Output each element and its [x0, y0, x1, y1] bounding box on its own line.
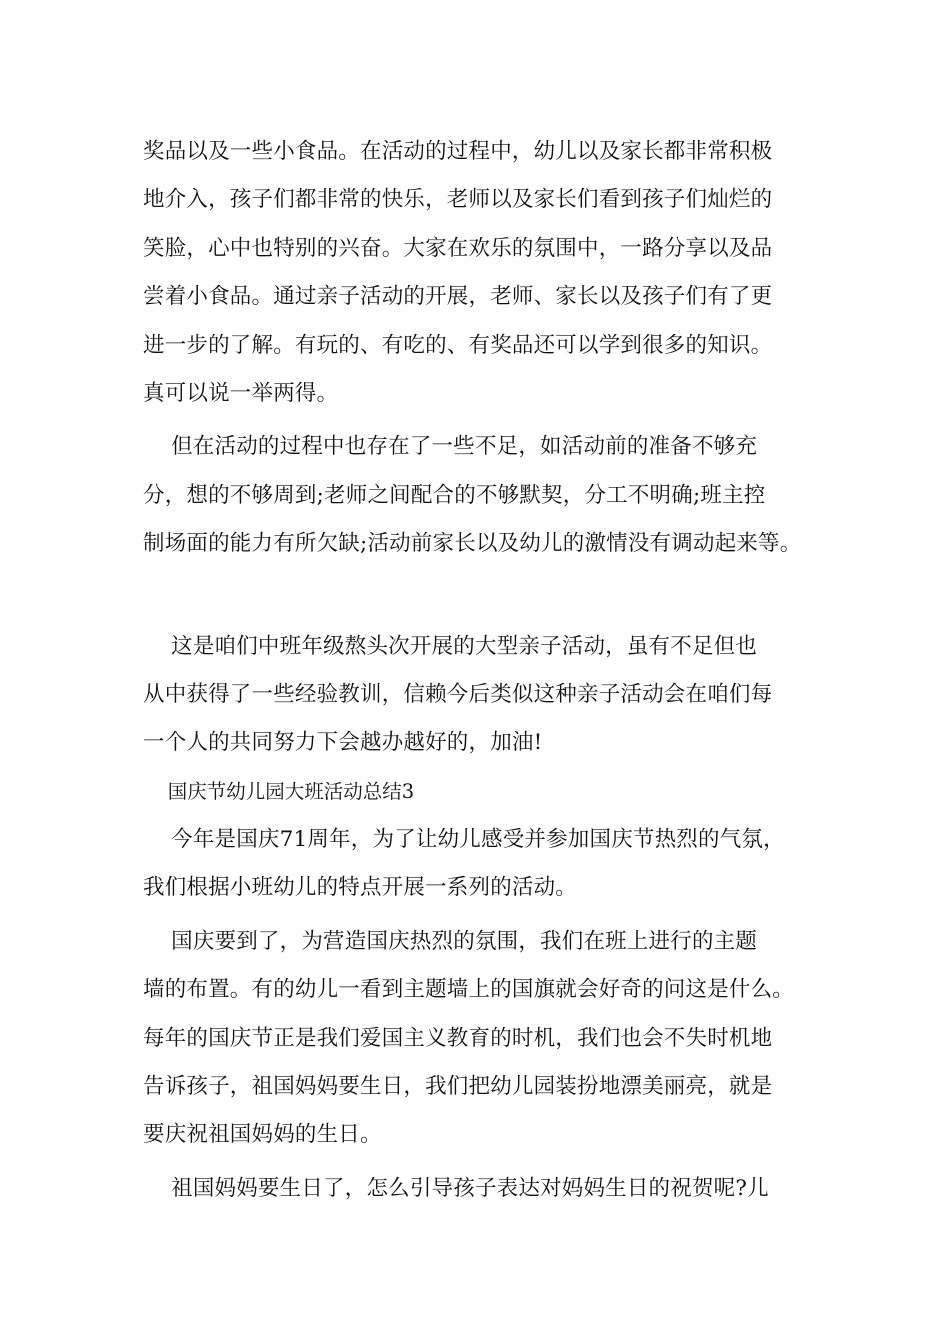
paragraph-5 [143, 918, 843, 1160]
text-line: 一个人的共同努力下会越办越好的，加油! [143, 730, 543, 756]
paragraph-4 [143, 816, 843, 913]
document-body [143, 128, 843, 1213]
text-line: 分，想的不够周到;老师之间配合的不够默契，分工不明确;班主控 [143, 482, 766, 508]
text-line: 墙的布置。有的幼儿一看到主题墙上的国旗就会好奇的问这是什么。 [143, 977, 795, 1003]
text-line: 地介入，孩子们都非常的快乐，老师以及家长们看到孩子们灿烂的 [143, 187, 773, 213]
text-line: 但在活动的过程中也存在了一些不足，如活动前的准备不够充 [143, 434, 758, 460]
text-line: 今年是国庆71周年，为了让幼儿感受并参加国庆节热烈的气氛， [143, 827, 785, 853]
text-line: 奖品以及一些小食品。在活动的过程中，幼儿以及家长都非常积极 [143, 139, 773, 164]
section-heading: 国庆节幼儿园大班活动总结3 [143, 779, 415, 803]
text-line: 进一步的了解。有玩的、有吃的、有奖品还可以学到很多的知识。 [143, 332, 773, 358]
text-line: 每年的国庆节正是我们爱国主义教育的时机，我们也会不失时机地 [143, 1025, 773, 1051]
text-line: 我们根据小班幼儿的特点开展一系列的活动。 [143, 875, 578, 901]
text-line: 笑脸，心中也特别的兴奋。大家在欢乐的氛围中，一路分享以及品 [143, 235, 773, 261]
text-line: 真可以说一举两得。 [143, 380, 339, 406]
text-line: 从中获得了一些经验教训，信赖今后类似这种亲子活动会在咱们每 [143, 681, 773, 707]
text-line: 告诉孩子，祖国妈妈要生日，我们把幼儿园装扮地漂美丽亮，就是 [143, 1074, 773, 1100]
paragraph-1 [143, 128, 843, 418]
paragraph-2 [143, 423, 843, 568]
text-line: 这是咱们中班年级熬头次开展的大型亲子活动，虽有不足但也 [143, 633, 758, 659]
text-line: 要庆祝祖国妈妈的生日。 [143, 1122, 382, 1148]
text-line: 尝着小食品。通过亲子活动的开展，老师、家长以及孩子们有了更 [143, 284, 773, 310]
text-line: 国庆要到了，为营造国庆热烈的氛围，我们在班上进行的主题 [143, 928, 758, 954]
text-line: 祖国妈妈要生日了，怎么引导孩子表达对妈妈生日的祝贺呢?儿 [143, 1175, 769, 1201]
paragraph-3 [143, 623, 843, 768]
paragraph-6 [143, 1165, 843, 1213]
text-line: 制场面的能力有所欠缺;活动前家长以及幼儿的激情没有调动起来等。 [143, 531, 802, 557]
